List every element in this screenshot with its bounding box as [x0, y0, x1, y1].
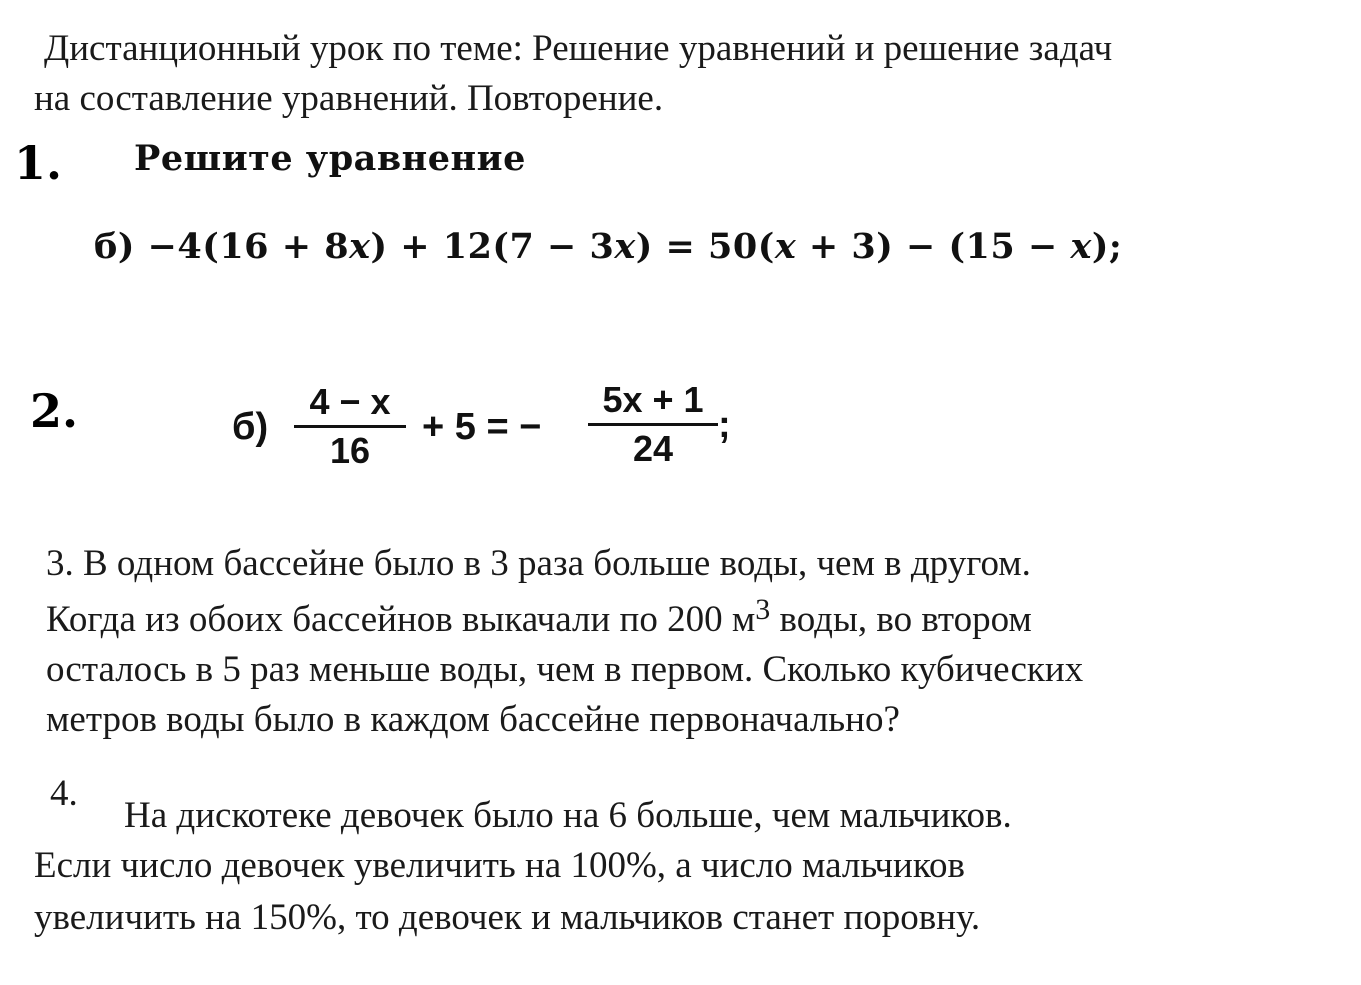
fraction-2-bar	[588, 423, 718, 426]
fraction-2-numerator: 5x + 1	[602, 379, 704, 420]
fraction-2	[588, 380, 718, 469]
task-3-line-2-text-end: воды, во втором	[770, 599, 1032, 640]
cube-superscript: 3	[755, 593, 771, 626]
equation-part: + 3) − (15 −	[796, 226, 1071, 267]
fraction-1-numerator: 4 − x	[309, 381, 391, 422]
task-2-middle: + 5 = −	[422, 406, 542, 448]
variable-x: x	[774, 226, 797, 267]
fraction-2-denominator: 24	[632, 428, 674, 469]
task-3-line-2	[46, 594, 1032, 645]
task-1-heading: Решите уравнение	[134, 138, 526, 179]
variable-x: x	[614, 226, 636, 267]
task-1-number: 1.	[14, 136, 63, 190]
task-4-line-3: увеличить на 150%, то девочек и мальчиков станет поровну.	[34, 897, 981, 938]
fraction-1-bar	[294, 425, 406, 428]
equation-part: );	[1091, 226, 1123, 267]
lesson-title-line-1: Дистанционный урок по теме: Решение уравнений и решение задач	[44, 28, 1113, 69]
task-1-prefix: б)	[94, 226, 135, 267]
task-2-end: ;	[718, 404, 731, 446]
task-2-number: 2.	[30, 384, 79, 438]
task-3-line-1: 3. В одном бассейне было в 3 раза больше воды, чем в другом.	[46, 543, 1031, 584]
lesson-title-line-2: на составление уравнений. Повторение.	[34, 78, 664, 119]
task-1-equation	[94, 226, 1122, 267]
fraction-1	[294, 382, 406, 471]
equation-part: ) = 50(	[635, 226, 775, 267]
variable-x: x	[349, 226, 371, 267]
equation-part: −4(16 + 8	[147, 226, 350, 267]
task-3-line-3: осталось в 5 раз меньше воды, чем в первом. Сколько кубических	[46, 649, 1084, 690]
task-3-line-2-text: Когда из обоих бассейнов выкачали по 200 м	[46, 599, 756, 640]
task-4-line-1: На дискотеке девочек было на 6 больше, чем мальчиков.	[124, 795, 1012, 836]
task-3-line-4: метров воды было в каждом бассейне первоначально?	[46, 699, 900, 740]
task-4-number: 4.	[50, 773, 78, 814]
fraction-1-denominator: 16	[329, 430, 371, 471]
variable-x: x	[1070, 226, 1092, 267]
task-2-prefix: б)	[232, 406, 269, 448]
equation-part: ) + 12(7 − 3	[370, 226, 615, 267]
task-4-line-2: Если число девочек увеличить на 100%, а число мальчиков	[34, 845, 965, 886]
